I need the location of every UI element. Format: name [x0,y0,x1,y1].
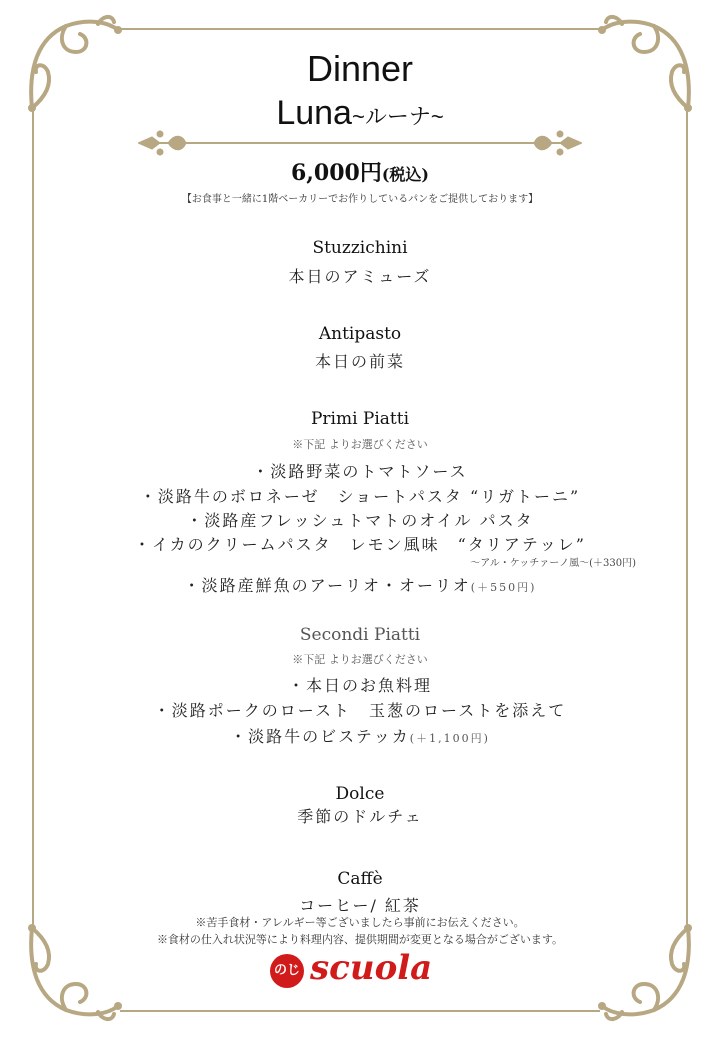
secondi-item-label: ・淡路牛のビステッカ [230,727,410,746]
secondi-choose-note: ※下記 よりお選びください [292,653,428,666]
frame-top-line [120,28,600,30]
secondi-item-extra-price: (＋1,100円) [409,732,490,745]
scuola-logo [270,948,450,1012]
section-title-stuzzichini: Stuzzichini [312,238,408,258]
primi-item: ・イカのクリームパスタ レモン風味 “タリアテッレ” [134,535,586,554]
primi-item-style-note: ～アル・ケッチァーノ風～(＋330円) [470,558,636,569]
divider-ornament-icon [138,128,582,158]
primi-item: ・淡路産フレッシュトマトのオイル パスタ [186,511,534,530]
caffe-item: コーヒー/ 紅茶 [299,896,421,915]
price-amount: 6,000円 [290,160,382,186]
section-title-primi: Primi Piatti [310,409,410,429]
secondi-item: ・淡路ポークのロースト 玉葱のローストを添えて [153,701,567,720]
secondi-item [0,724,720,747]
primi-item: ・淡路野菜のトマトソース [252,462,468,481]
course-name-sub: ~ルーナ~ [351,104,444,129]
primi-item: ・淡路牛のボロネーゼ ショートパスタ “リガトーニ” [139,487,581,506]
course-name-main: Luna [276,94,352,132]
nojima-mark-icon: のじま [270,954,304,988]
allergy-note: ※苦手食材・アレルギー等ございましたら事前にお伝えください。 [195,916,525,929]
primi-choose-note: ※下記 よりお選びください [292,438,428,451]
primi-item-extra-price: (＋550円) [470,581,537,594]
section-title-dolce: Dolce [335,784,385,804]
menu-title: Dinner [306,48,414,89]
section-title-caffe: Caffè [337,869,383,889]
bread-note: 【お食事と一緒に1階ベーカリーでお作りしているパンをご提供しております】 [181,194,539,205]
section-title-antipasto: Antipasto [318,324,402,344]
section-title-secondi: Secondi Piatti [299,625,421,645]
primi-item [0,573,720,596]
stuzzichini-item: 本日のアミューズ [288,267,432,286]
primi-item-label: ・淡路産鮮魚のアーリオ・オーリオ [183,576,471,595]
frame-bottom-line [120,1010,600,1012]
secondi-item: ・本日のお魚料理 [287,676,432,695]
dolce-item: 季節のドルチェ [297,807,423,826]
ingredient-note: ※食材の仕入れ状況等により料理内容、提供期間が変更となる場合がございます。 [156,933,564,946]
logo-text: scuola [310,948,433,988]
price-tax: (税込) [381,165,430,184]
price [0,156,720,187]
antipasto-item: 本日の前菜 [314,352,405,371]
